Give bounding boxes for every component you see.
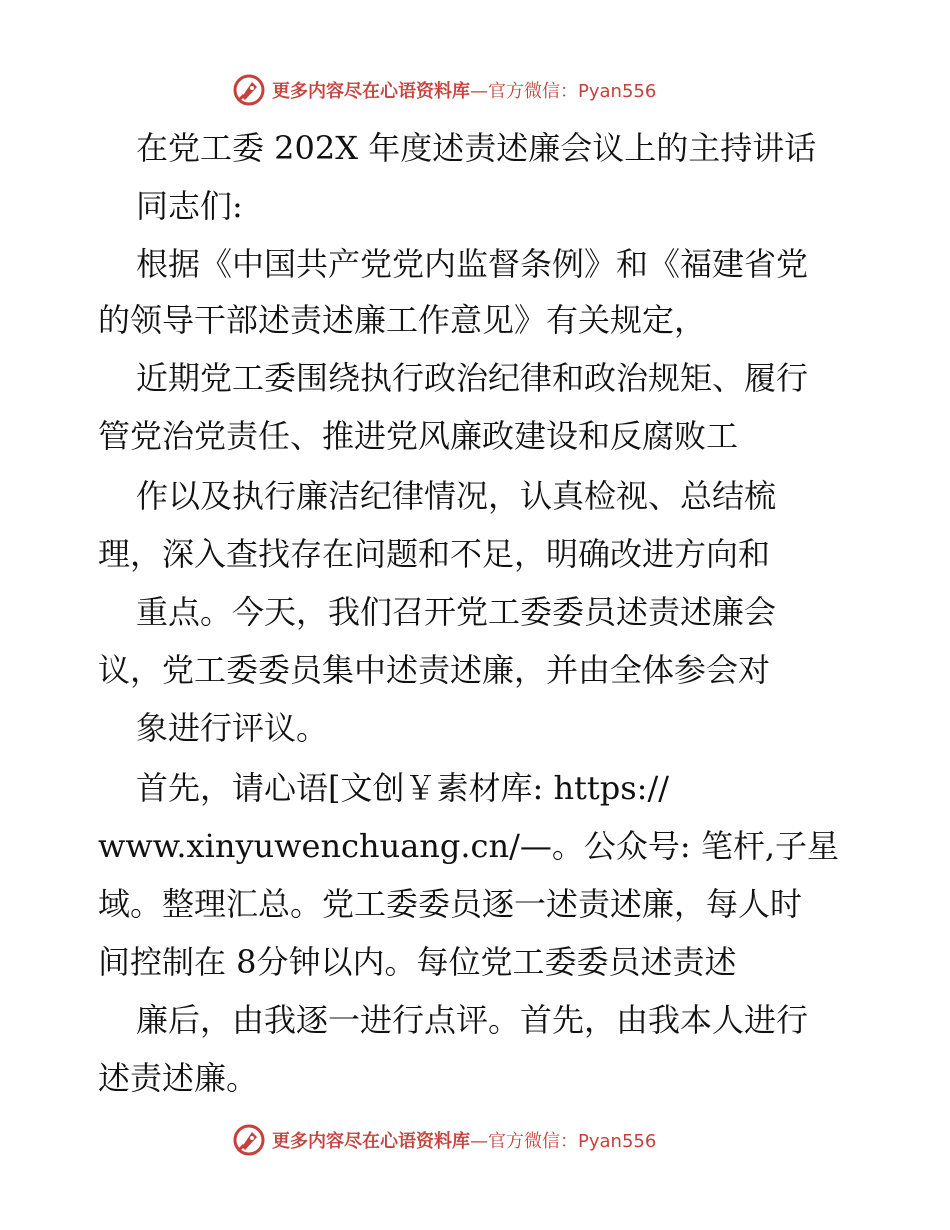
header-banner-wechat: —官方微信：Pyan556 — [470, 81, 657, 102]
footer-banner-wechat: —官方微信：Pyan556 — [470, 1131, 657, 1152]
paragraph-line: 间控制在 8分钟以内。每位党工委委员述责述 — [98, 943, 737, 981]
paragraph-line: 近期党工委围绕执行政治纪律和政治规矩、履行 — [136, 359, 809, 397]
paragraph-line: 象进行评议。 — [136, 709, 329, 747]
paragraph-line: 同志们: — [136, 187, 243, 225]
paragraph-line: 述责述廉。 — [98, 1059, 259, 1097]
paragraph-line: www.xinyuwenchuang.cn/—。公众号: 笔杆,子星 — [98, 827, 839, 865]
pen-nib-logo-icon — [232, 1123, 266, 1157]
paragraph-line: 首先，请心语[文创￥素材库: https:// — [136, 769, 670, 807]
paragraph-line: 廉后，由我逐一进行点评。首先，由我本人进行 — [136, 1001, 809, 1039]
footer-banner — [232, 1120, 656, 1160]
document-title: 在党工委 202X 年度述责述廉会议上的主持讲话 — [136, 129, 817, 167]
paragraph-line: 作以及执行廉洁纪律情况，认真检视、总结梳 — [136, 477, 777, 515]
header-banner-text: 更多内容尽在心语资料库 — [272, 81, 470, 102]
paragraph-line: 域。整理汇总。党工委委员逐一述责述廉，每人时 — [98, 885, 803, 923]
footer-banner-text: 更多内容尽在心语资料库 — [272, 1131, 470, 1152]
paragraph-line: 管党治党责任、推进党风廉政建设和反腐败工 — [98, 417, 739, 455]
header-banner — [232, 70, 656, 110]
pen-nib-logo-icon — [232, 73, 266, 107]
paragraph-line: 重点。今天，我们召开党工委委员述责述廉会 — [136, 593, 777, 631]
paragraph-line: 根据《中国共产党党内监督条例》和《福建省党 — [136, 245, 809, 283]
paragraph-line: 的领导干部述责述廉工作意见》有关规定， — [98, 301, 707, 339]
paragraph-line: 理，深入查找存在问题和不足，明确改进方向和 — [98, 535, 771, 573]
paragraph-line: 议，党工委委员集中述责述廉，并由全体参会对 — [98, 651, 771, 689]
